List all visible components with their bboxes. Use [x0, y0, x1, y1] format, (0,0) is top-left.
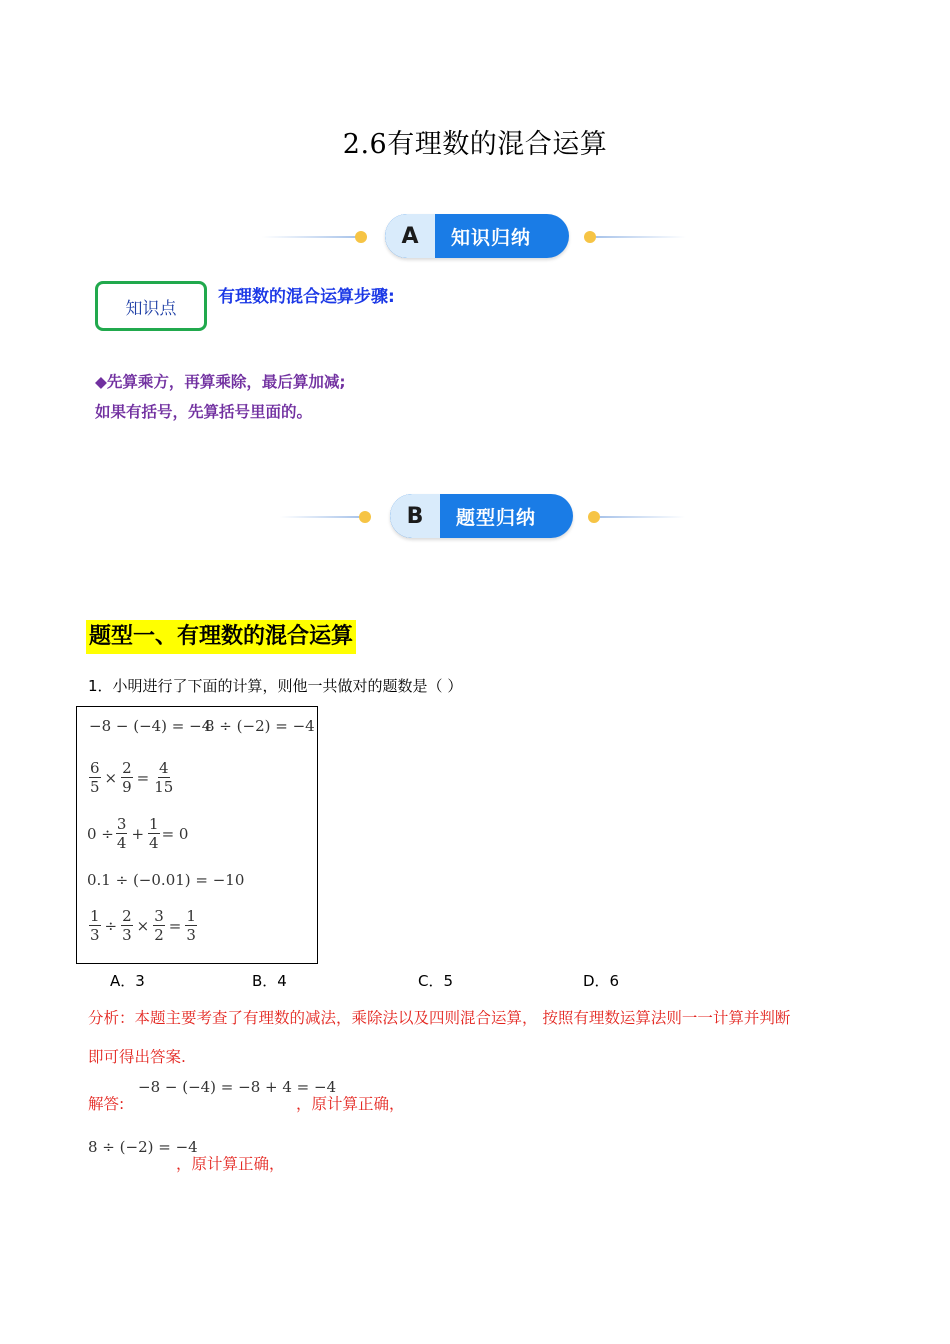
num: 3 — [154, 907, 164, 925]
calculation-box — [76, 706, 318, 964]
num: 1 — [149, 815, 159, 833]
equation-3: $\frac{6}{5}$ × $\frac{2}{9}$ = $\frac{4}{15}$ — [90, 759, 174, 796]
den: 4 — [149, 834, 159, 852]
equation-4: 0 ÷ $\frac{3}{4}$ + $\frac{1}{4}$ = 0 — [87, 815, 189, 852]
analysis-line-2: 即可得出答案. — [88, 1048, 186, 1066]
den: 3 — [122, 926, 132, 944]
den: 3 — [186, 926, 196, 944]
den: 4 — [116, 834, 127, 852]
answer-equation-1: −8 − (−4) = −8 + 4 = −4 — [138, 1078, 337, 1096]
answer-note-2: ，原计算正确， — [176, 1155, 285, 1173]
knowledge-heading: 有理数的混合运算步骤: — [218, 287, 395, 307]
rule-line-2: 如果有括号，先算括号里面的。 — [95, 403, 313, 421]
num: 2 — [122, 907, 132, 925]
section-b-label: 题型归纳 — [456, 506, 537, 529]
answer-note-1: ，原计算正确， — [296, 1095, 405, 1113]
equation-5: 0.1 ÷ (−0.01) = −10 — [87, 871, 245, 889]
equation-1: −8 − (−4) = −4 — [89, 717, 212, 735]
question-type-heading: 题型一、有理数的混合运算 — [86, 620, 356, 654]
section-a-label: 知识归纳 — [451, 226, 532, 249]
answer-equation-2: 8 ÷ (−2) = −4 — [88, 1138, 198, 1156]
page-title: 2.6有理数的混合运算 — [342, 129, 608, 160]
section-a-letter: A — [385, 214, 435, 258]
num: 1 — [90, 907, 100, 925]
section-a-banner — [0, 211, 950, 263]
banner-dot — [584, 231, 596, 243]
banner-dot — [355, 231, 367, 243]
equation-2: 8 ÷ (−2) = −4 — [205, 717, 315, 735]
answer-label: 解答: — [88, 1095, 125, 1113]
option-b: B．4 — [252, 972, 287, 990]
num: 4 — [159, 759, 169, 777]
num: 2 — [122, 759, 132, 777]
num: 3 — [116, 815, 127, 833]
option-a: A．3 — [110, 972, 145, 990]
equation-6: $\frac{1}{3}$ ÷ $\frac{2}{3}$ × $\frac{3}{2}$ = $\frac{1}{3}$ — [90, 907, 196, 944]
banner-dot — [359, 511, 371, 523]
analysis-line-1: 分析：本题主要考查了有理数的减法，乘除法以及四则混合运算， 按照有理数运算法则一一计算并判断 — [88, 1009, 791, 1027]
question-stem: 1．小明进行了下面的计算，则他一共做对的题数是（ ） — [88, 677, 463, 695]
section-b-letter: B — [390, 494, 440, 538]
section-b-banner — [0, 491, 950, 543]
option-c: C．5 — [418, 972, 454, 990]
knowledge-badge: 知识点 — [95, 281, 207, 331]
num: 6 — [90, 759, 100, 777]
den: 3 — [90, 926, 100, 944]
num: 1 — [186, 907, 196, 925]
den: 5 — [90, 778, 100, 796]
banner-dot — [588, 511, 600, 523]
rule-line-1: ◆先算乘方，再算乘除，最后算加减; — [95, 373, 346, 391]
option-d: D．6 — [583, 972, 620, 990]
den: 15 — [154, 778, 174, 796]
den: 2 — [154, 926, 164, 944]
den: 9 — [122, 778, 132, 796]
